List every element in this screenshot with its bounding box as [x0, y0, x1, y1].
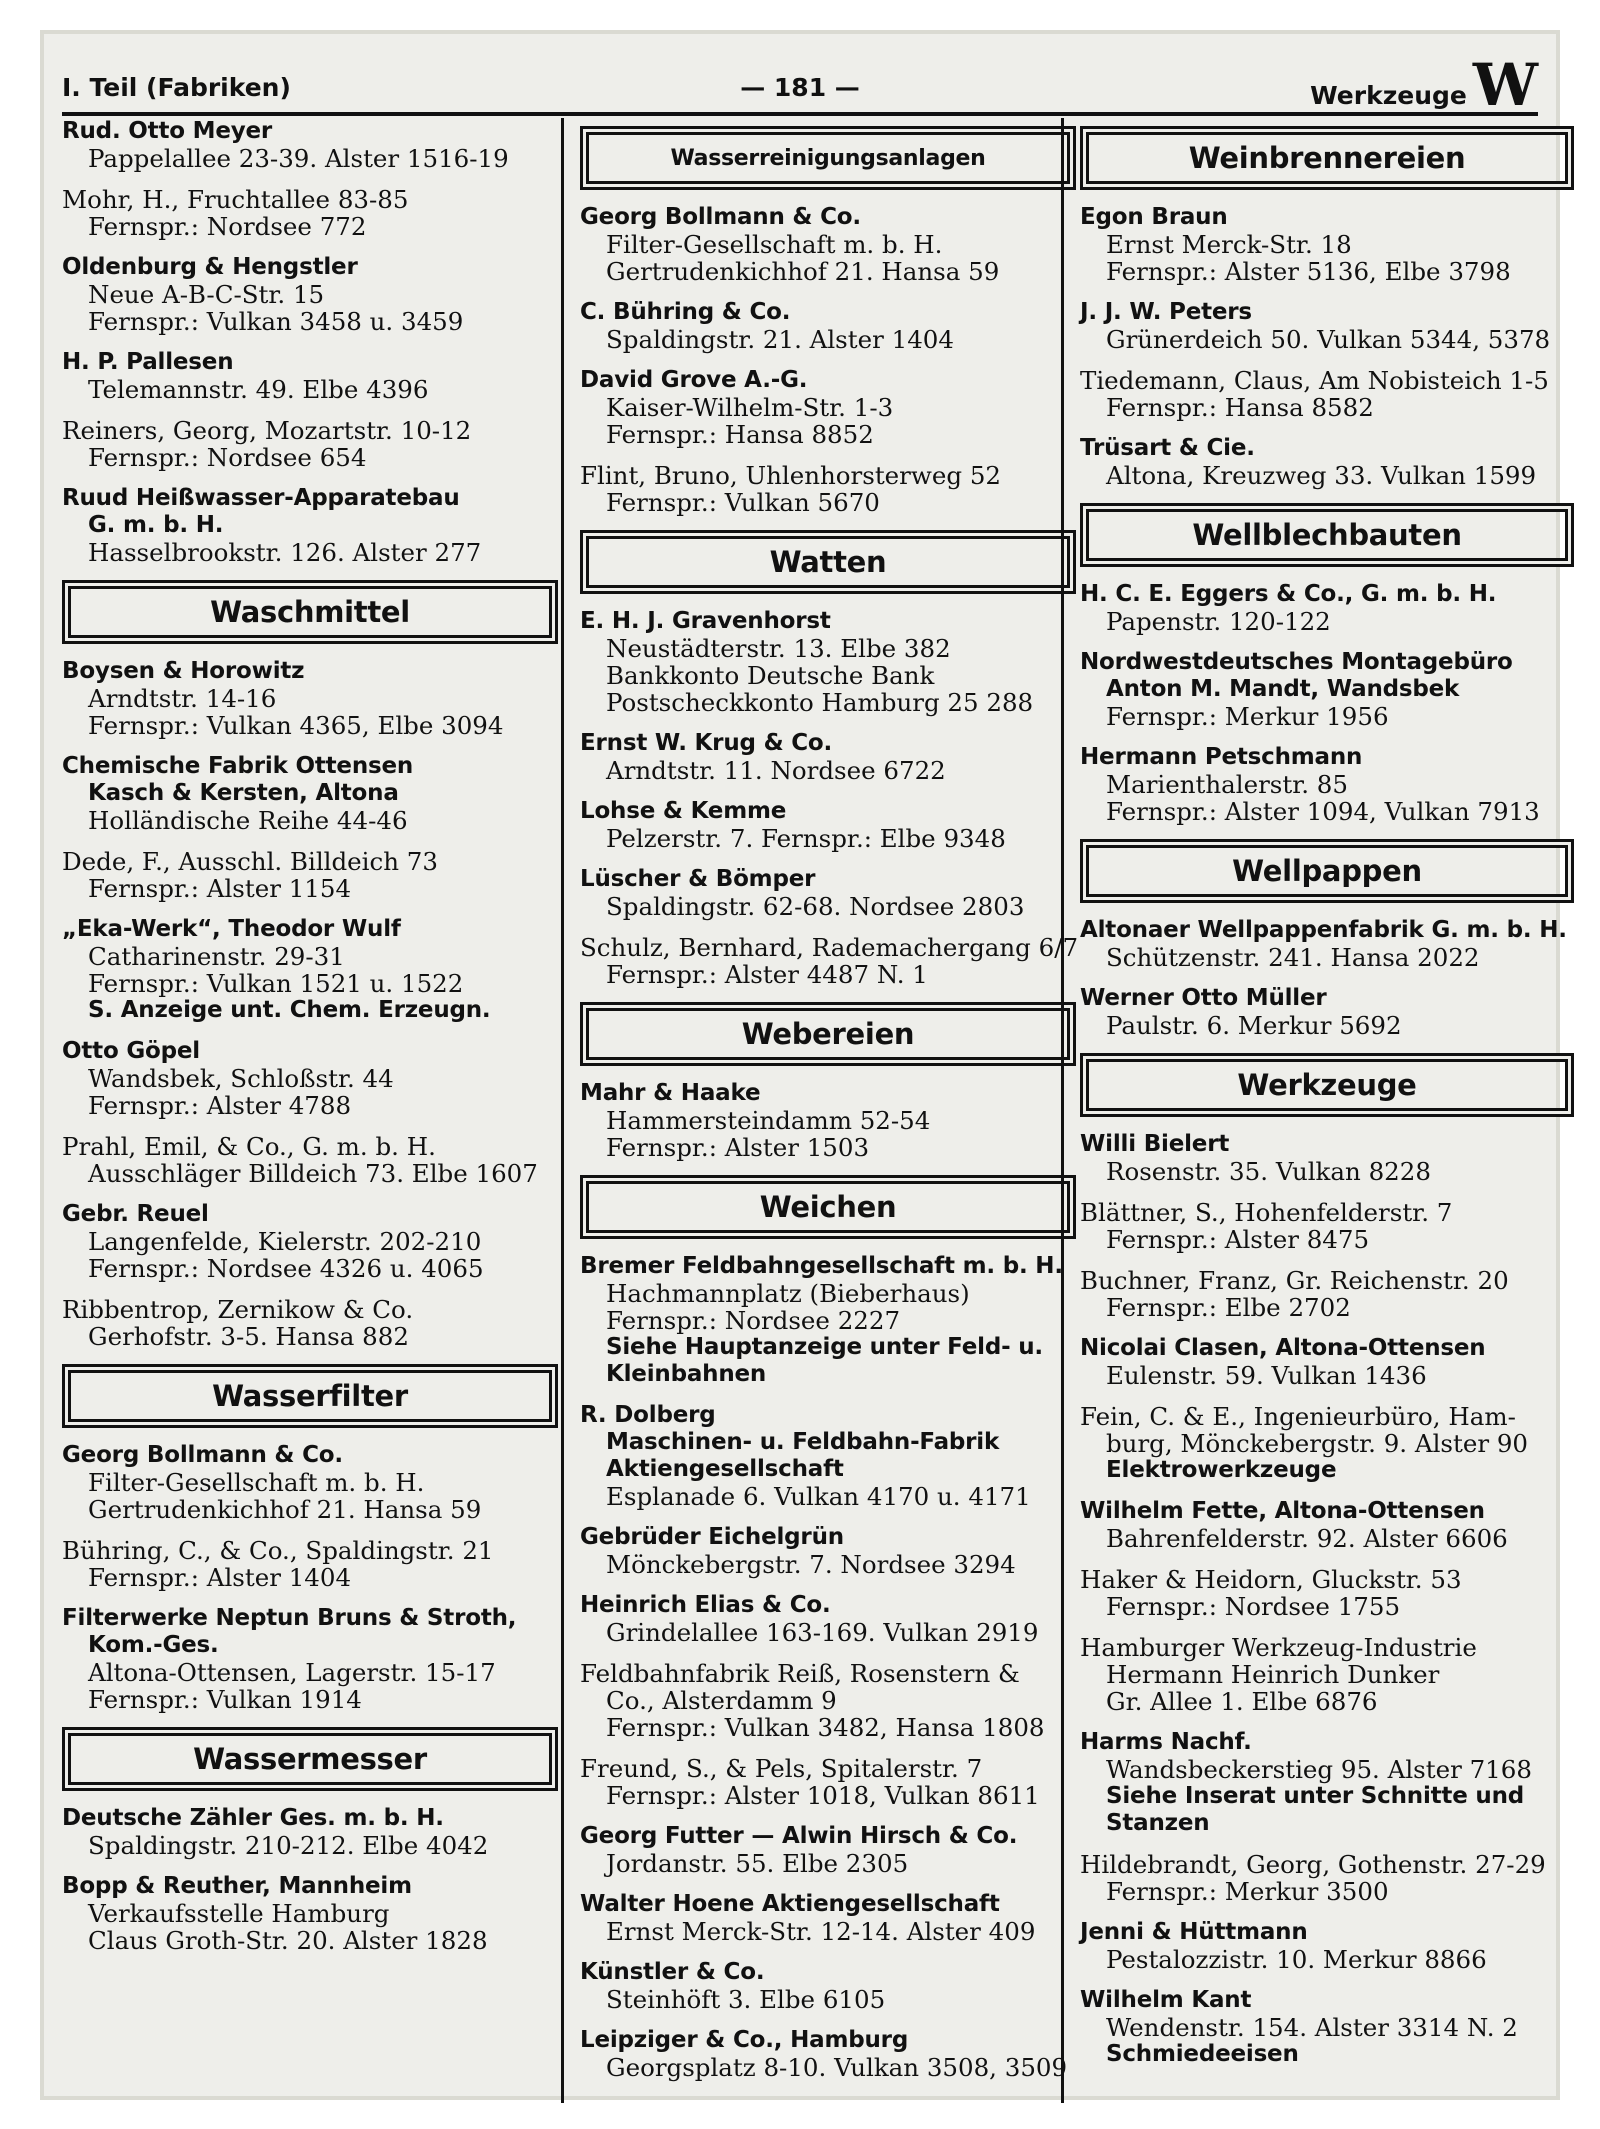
directory-entry: [580, 1253, 1080, 1388]
directory-entry: [62, 658, 562, 739]
entry-detail: Steinhöft 3. Elbe 6105: [606, 1985, 886, 2014]
entry-name: Georg Bollmann & Co.: [580, 204, 861, 230]
directory-entry: [1080, 1403, 1578, 1484]
entry-name: Dede, F., Ausschl. Billdeich 73: [62, 847, 438, 876]
directory-entry: [62, 485, 562, 566]
entry-detail: Wandsbeckerstieg 95. Alster 7168: [1106, 1755, 1532, 1784]
column-2: [561, 118, 1080, 2103]
directory-entry: [580, 1755, 1080, 1809]
directory-entry: [1080, 744, 1578, 825]
entry-detail: Schmiedeeisen: [1106, 2041, 1299, 2067]
entry-name: Haker & Heidorn, Gluckstr. 53: [1080, 1565, 1462, 1594]
directory-entry: [580, 608, 1080, 716]
entry-detail: Kom.-Ges.: [88, 1632, 219, 1658]
directory-entry: [580, 1592, 1080, 1646]
directory-entry: [580, 1524, 1080, 1578]
entry-name: Fein, C. & E., Ingenieurbüro, Ham-: [1080, 1402, 1516, 1431]
entry-detail: Pappelallee 23-39. Alster 1516-19: [88, 144, 509, 173]
section-heading: Wellblechbauten: [1080, 503, 1574, 567]
entry-detail: Aktiengesellschaft: [606, 1456, 844, 1482]
entry-detail: Spaldingstr. 21. Alster 1404: [606, 325, 954, 354]
entry-detail: Rosenstr. 35. Vulkan 8228: [1106, 1157, 1431, 1186]
section-heading: Waschmittel: [62, 580, 558, 644]
directory-entry: [1080, 1199, 1578, 1253]
directory-entry: [1080, 204, 1578, 285]
entry-detail: Gertrudenkichhof 21. Hansa 59: [88, 1495, 482, 1524]
directory-entry: [62, 916, 562, 1024]
entry-detail: Claus Groth-Str. 20. Alster 1828: [88, 1926, 488, 1955]
entry-name: David Grove A.-G.: [580, 367, 808, 393]
entry-detail: burg, Mönckebergstr. 9. Alster 90: [1106, 1429, 1528, 1458]
entry-detail: Elektrowerkzeuge: [1106, 1457, 1337, 1483]
entry-detail: Fernspr.: Nordsee 4326 u. 4065: [88, 1254, 484, 1283]
directory-entry: [580, 934, 1080, 988]
directory-entry: [580, 730, 1080, 784]
entry-detail: Filter-Gesellschaft m. b. H.: [606, 230, 943, 259]
entry-detail: Esplanade 6. Vulkan 4170 u. 4171: [606, 1482, 1031, 1511]
directory-entry: [1080, 1498, 1578, 1552]
directory-entry: [1080, 1566, 1578, 1620]
directory-entry: [1080, 1267, 1578, 1321]
directory-entry: [580, 1959, 1080, 2013]
entry-detail: Fernspr.: Alster 1094, Vulkan 7913: [1106, 797, 1540, 826]
entry-detail: Siehe Inserat unter Schnitte und: [1106, 1783, 1525, 1809]
section-heading: Weichen: [580, 1175, 1076, 1239]
entry-detail: Fernspr.: Nordsee 772: [88, 212, 367, 241]
entry-name: J. J. W. Peters: [1080, 299, 1252, 325]
entry-detail: Altona, Kreuzweg 33. Vulkan 1599: [1106, 461, 1537, 490]
entry-detail: Paulstr. 6. Merkur 5692: [1106, 1011, 1402, 1040]
entry-detail: Neustädterstr. 13. Elbe 382: [606, 634, 951, 663]
entry-detail: Verkaufsstelle Hamburg: [88, 1899, 390, 1928]
directory-entry: [62, 1873, 562, 1954]
section-letter: W: [1472, 51, 1538, 119]
directory-entry: [62, 848, 562, 902]
entry-detail: Hasselbrookstr. 126. Alster 277: [88, 538, 482, 567]
running-head-label: Werkzeuge: [1310, 81, 1467, 110]
directory-entry: [580, 462, 1080, 516]
entry-detail: Co., Alsterdamm 9: [606, 1686, 837, 1715]
entry-detail: Hermann Heinrich Dunker: [1106, 1660, 1440, 1689]
entry-name: Jenni & Hüttmann: [1080, 1919, 1308, 1945]
directory-entry: [62, 417, 562, 471]
entry-name: Lüscher & Bömper: [580, 866, 816, 892]
entry-name: Hamburger Werkzeug-Industrie: [1080, 1633, 1477, 1662]
entry-name: Bremer Feldbahngesellschaft m. b. H.: [580, 1253, 1063, 1279]
directory-entry: [1080, 649, 1578, 730]
directory-entry: [1080, 581, 1578, 635]
entry-detail: G. m. b. H.: [88, 512, 224, 538]
entry-detail: Langenfelde, Kielerstr. 202-210: [88, 1227, 482, 1256]
entry-name: Hildebrandt, Georg, Gothenstr. 27-29: [1080, 1850, 1546, 1879]
entry-detail: Fernspr.: Vulkan 1521 u. 1522: [88, 969, 464, 998]
directory-entry: [62, 753, 562, 834]
entry-name: Boysen & Horowitz: [62, 658, 305, 684]
entry-detail: Gerhofstr. 3-5. Hansa 882: [88, 1322, 409, 1351]
entry-name: Feldbahnfabrik Reiß, Rosenstern &: [580, 1659, 1020, 1688]
entry-detail: Schützenstr. 241. Hansa 2022: [1106, 943, 1480, 972]
entry-detail: Spaldingstr. 210-212. Elbe 4042: [88, 1831, 489, 1860]
entry-name: Werner Otto Müller: [1080, 985, 1327, 1011]
page-number: — 181 —: [740, 73, 860, 102]
section-heading: Wassermesser: [62, 1727, 558, 1791]
entry-name: Gebr. Reuel: [62, 1201, 209, 1227]
entry-name: R. Dolberg: [580, 1402, 716, 1428]
section-heading: Werkzeuge: [1080, 1053, 1574, 1117]
directory-entry: [62, 1296, 562, 1350]
entry-detail: Hachmannplatz (Bieberhaus): [606, 1279, 970, 1308]
entry-name: Künstler & Co.: [580, 1959, 765, 1985]
entry-name: Mohr, H., Fruchtallee 83-85: [62, 185, 409, 214]
section-heading: Webereien: [580, 1002, 1076, 1066]
entry-name: Prahl, Emil, & Co., G. m. b. H.: [62, 1132, 436, 1161]
directory-entry: [580, 1660, 1080, 1741]
entry-detail: Fernspr.: Elbe 2702: [1106, 1293, 1351, 1322]
section-heading: Weinbrennereien: [1080, 126, 1574, 190]
entry-name: Wilhelm Fette, Altona-Ottensen: [1080, 1498, 1485, 1524]
directory-entry: [1080, 1131, 1578, 1185]
directory-entry: [580, 299, 1080, 353]
entry-detail: Fernspr.: Merkur 1956: [1106, 702, 1389, 731]
entry-detail: Pestalozzistr. 10. Merkur 8866: [1106, 1945, 1487, 1974]
entry-name: Georg Futter — Alwin Hirsch & Co.: [580, 1823, 1018, 1849]
directory-entry: [580, 1080, 1080, 1161]
running-head: [1310, 51, 1538, 119]
entry-name: Nordwestdeutsches Montagebüro: [1080, 649, 1513, 675]
entry-name: Tiedemann, Claus, Am Nobisteich 1-5: [1080, 366, 1549, 395]
entry-name: Lohse & Kemme: [580, 798, 787, 824]
entry-detail: Mönckebergstr. 7. Nordsee 3294: [606, 1550, 1016, 1579]
entry-detail: Stanzen: [1106, 1810, 1210, 1836]
entry-detail: Marienthalerstr. 85: [1106, 770, 1348, 799]
directory-entry: [62, 186, 562, 240]
entry-name: Ruud Heißwasser-Apparatebau: [62, 485, 460, 511]
entry-name: Schulz, Bernhard, Rademachergang 6/7: [580, 933, 1079, 962]
directory-entry: [62, 349, 562, 403]
entry-detail: Fernspr.: Hansa 8852: [606, 420, 874, 449]
entry-detail: Catharinenstr. 29-31: [88, 942, 345, 971]
entry-name: Nicolai Clasen, Altona-Ottensen: [1080, 1335, 1486, 1361]
entry-detail: Ernst Merck-Str. 12-14. Alster 409: [606, 1917, 1036, 1946]
entry-detail: Fernspr.: Nordsee 2227: [606, 1306, 901, 1335]
entry-name: Leipziger & Co., Hamburg: [580, 2027, 909, 2053]
entry-detail: Arndtstr. 11. Nordsee 6722: [606, 756, 946, 785]
entry-name: Otto Göpel: [62, 1038, 200, 1064]
entry-detail: Kasch & Kersten, Altona: [88, 780, 399, 806]
entry-name: Buchner, Franz, Gr. Reichenstr. 20: [1080, 1266, 1509, 1295]
entry-detail: Fernspr.: Alster 1503: [606, 1133, 870, 1162]
entry-detail: Bankkonto Deutsche Bank: [606, 661, 935, 690]
entry-detail: Fernspr.: Alster 4788: [88, 1091, 352, 1120]
entry-name: Wilhelm Kant: [1080, 1987, 1252, 2013]
directory-page: [40, 30, 1567, 2100]
directory-entry: [1080, 917, 1578, 971]
column-3: [1061, 118, 1578, 2103]
entry-detail: Postscheckkonto Hamburg 25 288: [606, 688, 1034, 717]
directory-entry: [580, 1891, 1080, 1945]
directory-entry: [580, 1823, 1080, 1877]
directory-entry: [1080, 1851, 1578, 1905]
entry-detail: Filter-Gesellschaft m. b. H.: [88, 1468, 425, 1497]
entry-name: Ernst W. Krug & Co.: [580, 730, 833, 756]
entry-name: Altonaer Wellpappenfabrik G. m. b. H.: [1080, 917, 1567, 943]
entry-name: Mahr & Haake: [580, 1080, 761, 1106]
entry-name: Walter Hoene Aktiengesellschaft: [580, 1891, 1000, 1917]
entry-detail: Ausschläger Billdeich 73. Elbe 1607: [88, 1159, 538, 1188]
directory-entry: [1080, 367, 1578, 421]
section-heading: Wasserfilter: [62, 1364, 558, 1428]
entry-name: E. H. J. Gravenhorst: [580, 608, 831, 634]
directory-entry: [62, 1201, 562, 1282]
entry-name: Filterwerke Neptun Bruns & Stroth,: [62, 1605, 517, 1631]
directory-entry: [1080, 1729, 1578, 1837]
entry-name: Oldenburg & Hengstler: [62, 254, 358, 280]
section-heading: Wellpappen: [1080, 839, 1574, 903]
entry-detail: Wendenstr. 154. Alster 3314 N. 2: [1106, 2013, 1518, 2042]
entry-detail: Wandsbek, Schloßstr. 44: [88, 1064, 394, 1093]
entry-detail: Kaiser-Wilhelm-Str. 1-3: [606, 393, 894, 422]
entry-detail: Grindelallee 163-169. Vulkan 2919: [606, 1618, 1039, 1647]
entry-detail: Gr. Allee 1. Elbe 6876: [1106, 1687, 1378, 1716]
entry-name: Bühring, C., & Co., Spaldingstr. 21: [62, 1536, 494, 1565]
entry-name: Blättner, S., Hohenfelderstr. 7: [1080, 1198, 1453, 1227]
entry-detail: Fernspr.: Nordsee 654: [88, 443, 367, 472]
entry-name: Deutsche Zähler Ges. m. b. H.: [62, 1805, 444, 1831]
entry-detail: Ernst Merck-Str. 18: [1106, 230, 1352, 259]
entry-detail: Fernspr.: Nordsee 1755: [1106, 1592, 1401, 1621]
entry-name: Freund, S., & Pels, Spitalerstr. 7: [580, 1754, 983, 1783]
entry-detail: Fernspr.: Alster 1018, Vulkan 8611: [606, 1781, 1040, 1810]
directory-entry: [62, 118, 562, 172]
entry-detail: Fernspr.: Vulkan 4365, Elbe 3094: [88, 711, 504, 740]
directory-entry: [580, 2027, 1080, 2081]
entry-name: Bopp & Reuther, Mannheim: [62, 1873, 412, 1899]
entry-detail: Fernspr.: Alster 1404: [88, 1563, 352, 1592]
entry-name: C. Bühring & Co.: [580, 299, 791, 325]
entry-detail: Holländische Reihe 44-46: [88, 806, 408, 835]
entry-name: Ribbentrop, Zernikow & Co.: [62, 1295, 414, 1324]
entry-name: Flint, Bruno, Uhlenhorsterweg 52: [580, 461, 1001, 490]
entry-detail: Fernspr.: Hansa 8582: [1106, 393, 1374, 422]
entry-detail: Telemannstr. 49. Elbe 4396: [88, 375, 429, 404]
entry-detail: Jordanstr. 55. Elbe 2305: [606, 1849, 909, 1878]
directory-entry: [62, 1133, 562, 1187]
directory-entry: [580, 866, 1080, 920]
directory-entry: [1080, 299, 1578, 353]
directory-entry: [580, 367, 1080, 448]
entry-name: „Eka-Werk“, Theodor Wulf: [62, 916, 401, 942]
entry-name: Trüsart & Cie.: [1080, 435, 1255, 461]
entry-name: Chemische Fabrik Ottensen: [62, 753, 414, 779]
section-heading: Wasserreinigungsanlagen: [580, 126, 1076, 190]
column-1: [62, 118, 562, 1968]
entry-name: Rud. Otto Meyer: [62, 118, 273, 144]
entry-detail: Spaldingstr. 62-68. Nordsee 2803: [606, 892, 1025, 921]
directory-entry: [62, 1038, 562, 1119]
entry-detail: Altona-Ottensen, Lagerstr. 15-17: [88, 1658, 496, 1687]
entry-name: Reiners, Georg, Mozartstr. 10-12: [62, 416, 472, 445]
entry-detail: Bahrenfelderstr. 92. Alster 6606: [1106, 1524, 1508, 1553]
entry-detail: Papenstr. 120-122: [1106, 607, 1331, 636]
entry-name: H. P. Pallesen: [62, 349, 234, 375]
entry-detail: Fernspr.: Alster 8475: [1106, 1225, 1370, 1254]
directory-entry: [1080, 985, 1578, 1039]
entry-detail: Neue A-B-C-Str. 15: [88, 280, 325, 309]
entry-detail: Pelzerstr. 7. Fernspr.: Elbe 9348: [606, 824, 1006, 853]
directory-entry: [1080, 435, 1578, 489]
entry-detail: Fernspr.: Merkur 3500: [1106, 1877, 1389, 1906]
entry-detail: Fernspr.: Alster 5136, Elbe 3798: [1106, 257, 1511, 286]
entry-detail: Fernspr.: Vulkan 3458 u. 3459: [88, 307, 464, 336]
entry-name: Georg Bollmann & Co.: [62, 1442, 343, 1468]
entry-detail: Fernspr.: Vulkan 5670: [606, 488, 880, 517]
entry-detail: Gertrudenkichhof 21. Hansa 59: [606, 257, 1000, 286]
directory-entry: [62, 1537, 562, 1591]
entry-detail: S. Anzeige unt. Chem. Erzeugn.: [88, 997, 491, 1023]
directory-entry: [1080, 1919, 1578, 1973]
entry-detail: Eulenstr. 59. Vulkan 1436: [1106, 1361, 1427, 1390]
entry-detail: Anton M. Mandt, Wandsbek: [1106, 676, 1460, 702]
entry-detail: Hammersteindamm 52-54: [606, 1106, 931, 1135]
entry-detail: Fernspr.: Vulkan 1914: [88, 1685, 362, 1714]
page-header: [62, 51, 1538, 119]
entry-detail: Siehe Hauptanzeige unter Feld- u.: [606, 1334, 1043, 1360]
entry-detail: Fernspr.: Vulkan 3482, Hansa 1808: [606, 1713, 1045, 1742]
entry-detail: Fernspr.: Alster 4487 N. 1: [606, 960, 928, 989]
directory-entry: [62, 1605, 562, 1713]
entry-name: H. C. E. Eggers & Co., G. m. b. H.: [1080, 581, 1497, 607]
entry-detail: Grünerdeich 50. Vulkan 5344, 5378: [1106, 325, 1551, 354]
part-label: I. Teil (Fabriken): [62, 73, 291, 102]
entry-detail: Arndtstr. 14-16: [88, 684, 277, 713]
directory-entry: [1080, 1634, 1578, 1715]
entry-name: Harms Nachf.: [1080, 1729, 1252, 1755]
entry-detail: Kleinbahnen: [606, 1361, 767, 1387]
directory-entry: [62, 254, 562, 335]
entry-detail: Georgsplatz 8-10. Vulkan 3508, 3509: [606, 2053, 1068, 2082]
entry-name: Heinrich Elias & Co.: [580, 1592, 831, 1618]
entry-detail: Maschinen- u. Feldbahn-Fabrik: [606, 1429, 1000, 1455]
directory-entry: [1080, 1987, 1578, 2068]
directory-entry: [62, 1805, 562, 1859]
directory-entry: [62, 1442, 562, 1523]
directory-entry: [580, 1402, 1080, 1510]
entry-detail: Fernspr.: Alster 1154: [88, 874, 352, 903]
directory-entry: [1080, 1335, 1578, 1389]
entry-name: Hermann Petschmann: [1080, 744, 1363, 770]
entry-name: Gebrüder Eichelgrün: [580, 1524, 844, 1550]
entry-name: Willi Bielert: [1080, 1131, 1230, 1157]
directory-entry: [580, 204, 1080, 285]
entry-name: Egon Braun: [1080, 204, 1228, 230]
directory-entry: [580, 798, 1080, 852]
section-heading: Watten: [580, 530, 1076, 594]
